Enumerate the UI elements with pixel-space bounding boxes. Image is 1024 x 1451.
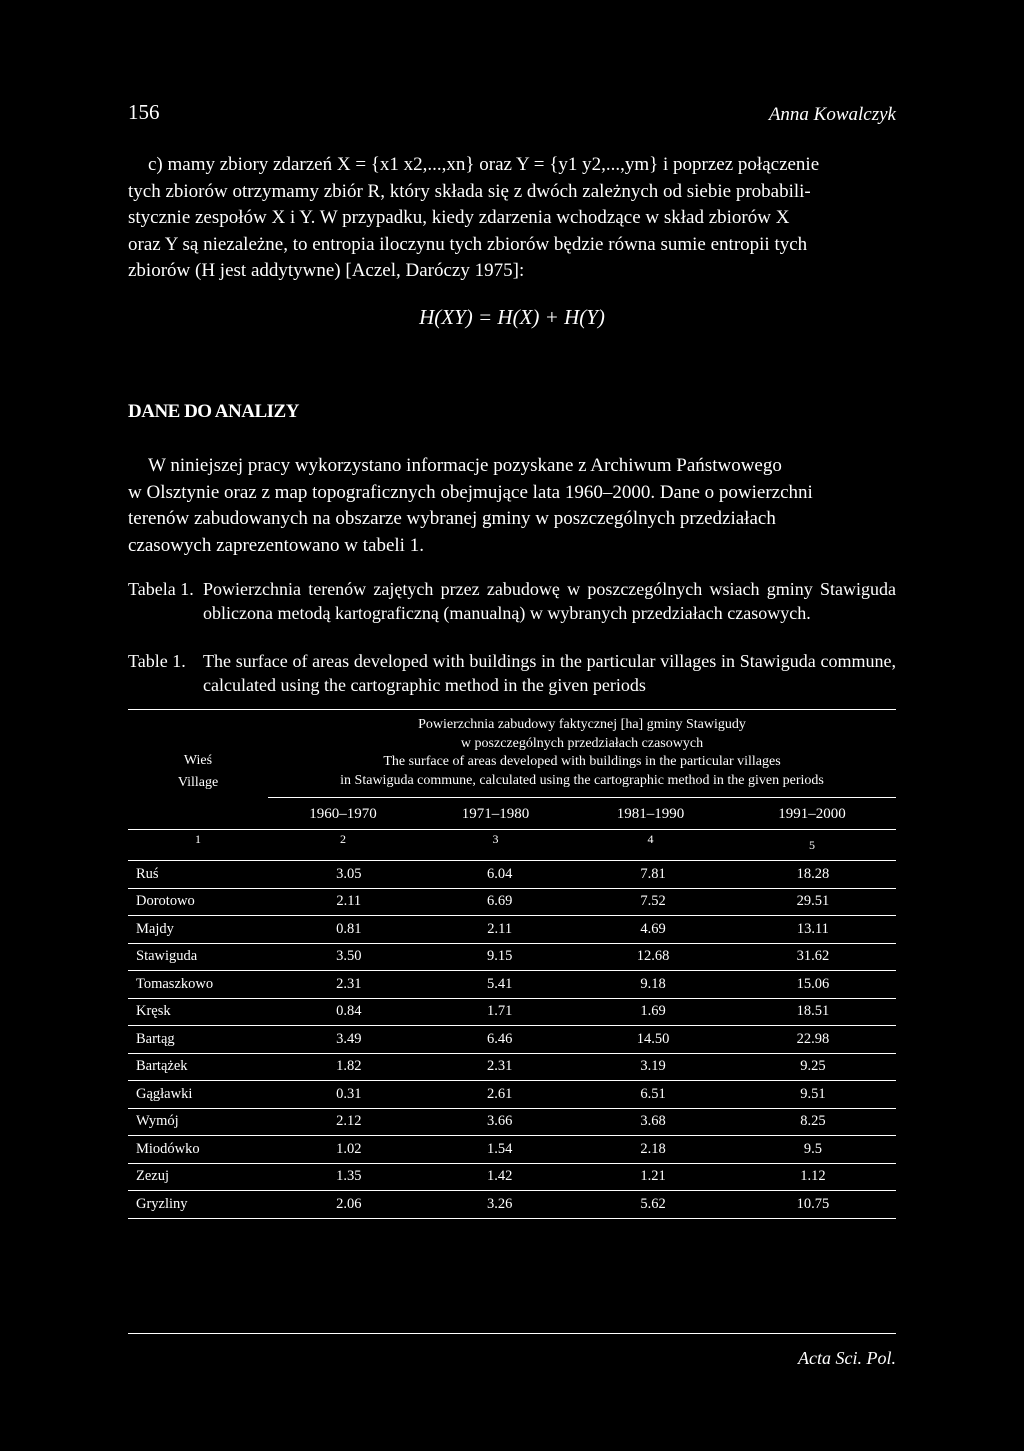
table-row (128, 889, 896, 917)
period-header: 1971–1980 (461, 806, 530, 822)
area-value-cell: 2.61 (486, 1085, 513, 1102)
area-value-cell: 1.54 (486, 1140, 513, 1157)
table-row (128, 971, 896, 999)
paragraph-line: terenów zabudowanych na obszarze wybranej gminy w poszczególnych przedziałach (128, 508, 776, 529)
caption-label: Tabela 1. (128, 579, 194, 599)
page-number: 156 (128, 100, 160, 124)
village-name-cell: Gryzliny (136, 1195, 188, 1212)
table-row (128, 1164, 896, 1192)
area-value-cell: 31.62 (796, 948, 830, 965)
area-value-cell: 6.46 (486, 1030, 513, 1047)
area-value-cell: 2.12 (336, 1113, 362, 1130)
section-title: DANE DO ANALIZY (128, 401, 299, 422)
area-value-cell: 15.06 (796, 975, 830, 992)
village-column-header (128, 750, 268, 794)
area-value-cell: 10.75 (796, 1195, 830, 1212)
paragraph-line: W niniejszej pracy wykorzystano informacje pozyskane z Archiwum Państwowego (148, 455, 782, 476)
group-header-line: Powierzchnia zabudowy faktycznej [ha] gminy Stawigudy (418, 717, 746, 732)
area-value-cell: 0.31 (336, 1085, 362, 1102)
table-row (128, 1109, 896, 1137)
table-row (128, 1081, 896, 1109)
period-header-rule (128, 829, 896, 830)
village-name-cell: Dorotowo (136, 893, 195, 910)
area-value-cell: 1.82 (336, 1058, 362, 1075)
paragraph-line: czasowych zaprezentowano w tabeli 1. (128, 534, 424, 556)
table-caption-en (128, 650, 896, 697)
area-value-cell: 0.81 (336, 920, 362, 937)
paragraph-line: w Olsztynie oraz z map topograficznych obejmujące lata 1960–2000. Dane o powierzchni (128, 481, 813, 503)
column-number: 4 (647, 832, 654, 846)
area-value-cell: 5.62 (640, 1195, 666, 1212)
paragraph-line: stycznie zespołów X i Y. W przypadku, kiedy zdarzenia wchodzące w skład zbiorów X (128, 207, 790, 228)
area-value-cell: 1.42 (486, 1168, 513, 1185)
paragraph-line: zbiorów (H jest addytywne) [Aczel, Daróczy 1975]: (128, 260, 525, 281)
area-value-cell: 13.11 (796, 920, 829, 937)
village-name-cell: Stawiguda (136, 948, 198, 965)
area-value-cell: 6.69 (486, 893, 513, 910)
column-number: 1 (195, 832, 201, 846)
area-value-cell: 2.06 (336, 1195, 362, 1212)
area-value-cell: 2.31 (486, 1058, 513, 1075)
table-row (128, 861, 896, 889)
column-number: 2 (340, 832, 346, 846)
group-column-header (268, 716, 896, 790)
column-header-en: Village (177, 775, 219, 790)
village-name-cell: Ruś (136, 865, 159, 882)
area-value-cell: 18.51 (796, 1003, 830, 1020)
table-top-rule (128, 709, 896, 710)
area-value-cell: 0.84 (336, 1003, 362, 1020)
area-value-cell: 9.5 (803, 1140, 822, 1157)
area-value-cell: 3.19 (640, 1058, 666, 1075)
table-caption-pl (128, 578, 896, 625)
paragraph-data (128, 453, 896, 559)
group-header-rule (268, 797, 896, 798)
caption-text: The surface of areas developed with buildings in the particular villages in Stawiguda commune, calculated using the cartographic method in the given periods (203, 651, 896, 695)
period-header: 1960–1970 (309, 806, 377, 822)
group-header-line: The surface of areas developed with buildings in the particular villages (383, 754, 781, 769)
area-value-cell: 7.52 (640, 893, 666, 910)
period-header: 1991–2000 (778, 806, 846, 822)
area-value-cell: 3.26 (486, 1195, 513, 1212)
area-value-cell: 1.35 (336, 1168, 362, 1185)
area-value-cell: 2.31 (336, 975, 362, 992)
village-name-cell: Zezuj (136, 1168, 170, 1185)
entropy-formula: H(XY) = H(X) + H(Y) (419, 305, 605, 329)
table-row (128, 1191, 896, 1219)
area-value-cell: 14.50 (636, 1030, 670, 1047)
area-value-cell: 29.51 (796, 893, 830, 910)
column-header-pl: Wieś (183, 753, 213, 768)
column-number: 5 (809, 838, 815, 852)
footer-rule (128, 1333, 896, 1334)
area-value-cell: 1.69 (640, 1003, 666, 1020)
village-name-cell: Bartąg (136, 1030, 175, 1047)
caption-label: Table 1. (128, 651, 186, 671)
village-name-cell: Tomaszkowo (136, 975, 214, 992)
running-head-author: Anna Kowalczyk (768, 104, 896, 125)
column-number-row (128, 832, 896, 853)
period-header: 1981–1990 (616, 806, 685, 822)
period-header-row (268, 806, 896, 823)
area-value-cell: 3.68 (640, 1113, 666, 1130)
table-row (128, 999, 896, 1027)
journal-name: Acta Sci. Pol. (798, 1348, 896, 1368)
area-value-cell: 1.21 (640, 1168, 666, 1185)
area-value-cell: 3.05 (336, 865, 362, 882)
table-row (128, 1026, 896, 1054)
area-value-cell: 4.69 (640, 920, 666, 937)
village-name-cell: Wymój (136, 1113, 179, 1130)
table-body (128, 861, 896, 1219)
village-name-cell: Gągławki (136, 1085, 193, 1102)
area-value-cell: 9.15 (486, 948, 513, 965)
caption-text: Powierzchnia terenów zajętych przez zabudowę w poszczególnych wsiach gminy Stawiguda obliczona metodą kartograficzną (manualną) w wybranych przedziałach czasowych. (203, 579, 896, 623)
village-name-cell: Miodówko (136, 1140, 200, 1157)
area-value-cell: 2.11 (487, 920, 513, 937)
village-name-cell: Majdy (136, 920, 174, 937)
village-name-cell: Bartążek (136, 1058, 188, 1075)
area-value-cell: 18.28 (796, 865, 830, 882)
area-value-cell: 7.81 (640, 865, 666, 882)
area-value-cell: 1.71 (486, 1003, 513, 1020)
area-value-cell: 5.41 (486, 975, 513, 992)
area-value-cell: 22.98 (796, 1030, 830, 1047)
area-value-cell: 8.25 (800, 1113, 826, 1130)
area-value-cell: 9.51 (800, 1085, 826, 1102)
table-row (128, 944, 896, 972)
area-value-cell: 2.18 (640, 1140, 666, 1157)
area-value-cell: 9.18 (640, 975, 666, 992)
area-value-cell: 1.02 (336, 1140, 362, 1157)
area-value-cell: 9.25 (800, 1058, 826, 1075)
table-row (128, 916, 896, 944)
paragraph-line: c) mamy zbiory zdarzeń X = {x1 x2,...,xn} oraz Y = {y1 y2,...,ym} i poprzez połączenie (148, 154, 820, 175)
area-value-cell: 1.12 (800, 1168, 826, 1185)
column-number: 3 (492, 832, 499, 846)
area-value-cell: 3.50 (336, 948, 362, 965)
area-value-cell: 2.11 (336, 893, 362, 910)
area-value-cell: 3.49 (336, 1030, 362, 1047)
area-value-cell: 6.51 (640, 1085, 666, 1102)
area-value-cell: 6.04 (486, 865, 513, 882)
table-row (128, 1136, 896, 1164)
group-header-line: in Stawiguda commune, calculated using the cartographic method in the given periods (340, 772, 824, 788)
paragraph-line: oraz Y są niezależne, to entropia iloczynu tych zbiorów będzie równa sumie entropii tych (128, 233, 808, 255)
area-value-cell: 12.68 (636, 948, 670, 965)
table-row (128, 1054, 896, 1082)
area-value-cell: 3.66 (486, 1113, 513, 1130)
paragraph-line: tych zbiorów otrzymamy zbiór R, który składa się z dwóch zależnych od siebie probabili- (128, 180, 811, 202)
group-header-line: w poszczególnych przedziałach czasowych (460, 735, 704, 751)
village-name-cell: Kręsk (136, 1003, 171, 1020)
paragraph-entropy (128, 152, 896, 285)
